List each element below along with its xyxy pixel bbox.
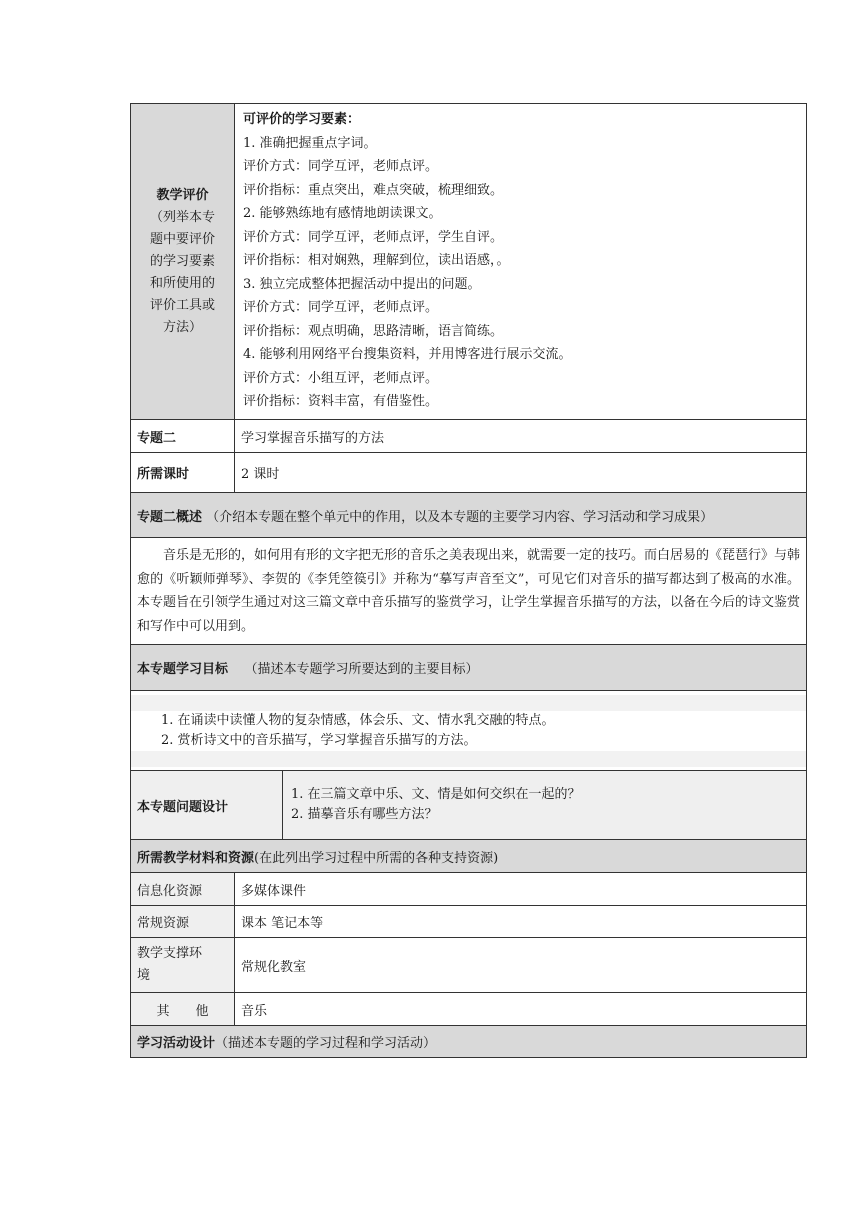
evaluation-line: 评价指标：重点突出，难点突破，梳理细致。 bbox=[243, 182, 504, 198]
questions-label: 本专题问题设计 bbox=[131, 771, 283, 840]
evaluation-line: 评价指标：资料丰富，有借鉴性。 bbox=[243, 394, 439, 409]
overview-text: 音乐是无形的，如何用有形的文字把无形的音乐之美表现出来，就需要一定的技巧。而白居易的《琵琶行》与韩愈的《听颖师弹琴》、李贺的《李凭箜篌引》并称为“摹写声音至文”，可见它们对音乐的描写都达到了极高的水准。本专题旨在引领学生通过对这三篇文章中音乐描写的鉴赏学习，让学生掌握音乐描写的方法，以备在今后的诗文鉴赏和写作中可以用到。 bbox=[131, 538, 807, 645]
topic-row bbox=[131, 420, 807, 453]
overview-text-row bbox=[131, 538, 807, 645]
evaluation-line: 评价方式：同学互评，老师点评，学生自评。 bbox=[243, 229, 504, 245]
resource-label: 其 他 bbox=[131, 993, 235, 1026]
overview-header-row bbox=[131, 493, 807, 538]
goals-note: （描述本专题学习所要达到的主要目标） bbox=[244, 662, 479, 677]
overview-note: （介绍本专题在整个单元中的作用，以及本专题的主要学习内容、学习活动和学习成果） bbox=[206, 509, 714, 525]
evaluation-line: 评价指标：观点明确，思路清晰，语言简练。 bbox=[243, 323, 504, 339]
topic-value: 学习掌握音乐描写的方法 bbox=[235, 420, 807, 453]
goals-header-row bbox=[131, 645, 807, 691]
questions-content bbox=[283, 771, 807, 840]
resource-label-line: 境 bbox=[137, 968, 151, 983]
hours-value: 2 课时 bbox=[235, 453, 807, 493]
resources-label: 所需教学材料和资源 bbox=[137, 850, 255, 866]
goals-content-cell bbox=[131, 691, 807, 771]
evaluation-content-cell bbox=[235, 104, 807, 420]
evaluation-label-line: 评价工具或 bbox=[149, 297, 215, 313]
resource-row bbox=[131, 938, 807, 993]
evaluation-line: 4. 能够利用网络平台搜集资料，并用博客进行展示交流。 bbox=[243, 347, 572, 362]
evaluation-line: 2. 能够熟练地有感情地朗读课文。 bbox=[243, 206, 442, 221]
goals-label: 本专题学习目标 bbox=[137, 662, 229, 677]
evaluation-label-line: 方法） bbox=[162, 319, 202, 335]
activity-label: 学习活动设计 bbox=[137, 1036, 216, 1051]
resources-header bbox=[131, 840, 807, 873]
evaluation-label-line: （列举本专 bbox=[149, 209, 215, 225]
resource-value: 多媒体课件 bbox=[235, 873, 807, 906]
evaluation-line: 评价指标：相对娴熟，理解到位，读出语感，。 bbox=[243, 253, 510, 268]
resource-label-line: 教学支撑环 bbox=[137, 946, 203, 961]
evaluation-line: 评价方式：同学互评，老师点评。 bbox=[243, 159, 439, 174]
resource-value: 常规化教室 bbox=[235, 938, 807, 993]
goals-content-row bbox=[131, 691, 807, 771]
evaluation-row bbox=[131, 104, 807, 420]
question-item: 2. 描摹音乐有哪些方法？ bbox=[291, 807, 438, 822]
lesson-plan-document bbox=[130, 103, 806, 1058]
resource-label: 信息化资源 bbox=[131, 873, 235, 906]
resources-note: (在此列出学习过程中所需的各种支持资源) bbox=[254, 850, 499, 866]
resource-value: 音乐 bbox=[235, 993, 807, 1026]
activity-header bbox=[131, 1026, 807, 1058]
goals-list bbox=[131, 711, 806, 751]
overview-header bbox=[131, 493, 807, 538]
evaluation-line: 评价方式：同学互评，老师点评。 bbox=[243, 300, 439, 315]
evaluation-heading: 可评价的学习要素： bbox=[243, 112, 361, 127]
evaluation-label-line: 题中要评价 bbox=[149, 231, 215, 247]
hours-label: 所需课时 bbox=[131, 453, 235, 493]
evaluation-line: 3. 独立完成整体把握活动中提出的问题。 bbox=[243, 276, 481, 292]
resource-row bbox=[131, 906, 807, 938]
evaluation-label-cell bbox=[131, 104, 235, 420]
evaluation-line: 1. 准确把握重点字词。 bbox=[243, 135, 377, 151]
activity-note: （描述本专题的学习过程和学习活动） bbox=[215, 1036, 437, 1051]
questions-row bbox=[131, 771, 807, 840]
resource-row bbox=[131, 993, 807, 1026]
hours-row bbox=[131, 453, 807, 493]
goal-item: 2. 赏析诗文中的音乐描写，学习掌握音乐描写的方法。 bbox=[161, 732, 477, 748]
evaluation-label-title: 教学评价 bbox=[156, 187, 209, 203]
evaluation-label-line: 的学习要素 bbox=[149, 253, 215, 269]
goal-item: 1. 在诵读中读懂人物的复杂情感，体会乐、文、情水乳交融的特点。 bbox=[161, 712, 555, 728]
goals-header bbox=[131, 645, 807, 691]
evaluation-line: 评价方式：小组互评，老师点评。 bbox=[243, 370, 439, 386]
topic-label: 专题二 bbox=[131, 420, 235, 453]
resource-row bbox=[131, 873, 807, 906]
activity-header-row bbox=[131, 1026, 807, 1058]
lesson-plan-table bbox=[130, 103, 807, 1058]
resources-header-row bbox=[131, 840, 807, 873]
resource-label bbox=[131, 938, 235, 993]
question-item: 1. 在三篇文章中乐、文、情是如何交织在一起的？ bbox=[291, 787, 581, 802]
evaluation-label-line: 和所使用的 bbox=[149, 275, 215, 291]
overview-label: 专题二概述 bbox=[137, 509, 203, 525]
resource-label: 常规资源 bbox=[131, 906, 235, 938]
resource-value: 课本 笔记本等 bbox=[235, 906, 807, 938]
